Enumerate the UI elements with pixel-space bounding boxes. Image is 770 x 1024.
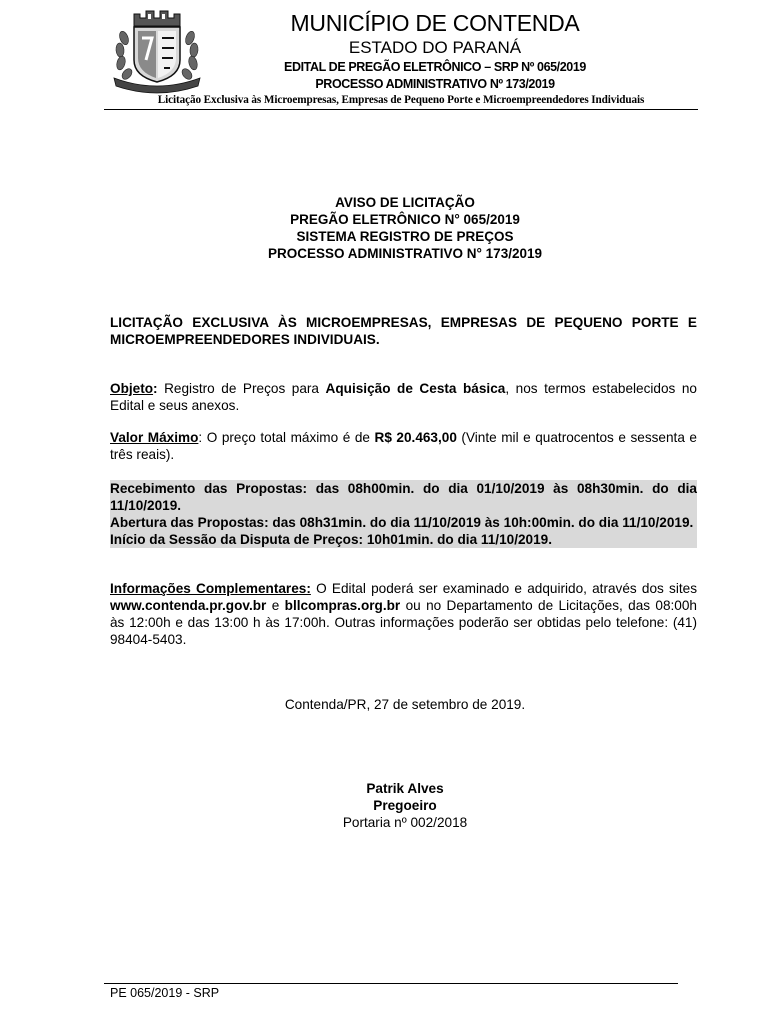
state-title: ESTADO DO PARANÁ xyxy=(348,38,522,57)
footer-reference: PE 065/2019 - SRP xyxy=(110,986,220,1000)
municipal-coat-of-arms-icon xyxy=(104,8,208,94)
objeto-label: Objeto xyxy=(110,381,154,396)
valor-amount: R$ 20.463,00 xyxy=(374,430,457,445)
schedule-block xyxy=(110,480,697,548)
notice-pregao: PREGÃO ELETRÔNICO N° 065/2019 xyxy=(290,212,520,227)
edital-heading: EDITAL DE PREGÃO ELETRÔNICO – SRP Nº 065/2019 xyxy=(284,60,586,74)
valor-text-a: : O preço total máximo é de xyxy=(198,430,375,445)
notice-processo: PROCESSO ADMINISTRATIVO N° 173/2019 xyxy=(268,246,542,261)
info-label: Informações Complementares: xyxy=(110,581,311,596)
objeto-text-a: Registro de Preços para xyxy=(157,381,326,396)
info-text-a: O Edital poderá ser examinado e adquirido, através dos sites xyxy=(310,581,697,596)
valor-label: Valor Máximo xyxy=(110,430,199,445)
recebimento-line: Recebimento das Propostas: das 08h00min. do dia 01/10/2019 às 08h30min. do dia 11/10/2019. xyxy=(110,481,697,513)
valor-paragraph xyxy=(110,429,697,463)
date-line: Contenda/PR, 27 de setembro de 2019. xyxy=(284,697,526,712)
abertura-line: Abertura das Propostas: das 08h31min. do dia 11/10/2019 às 10h:00min. do dia 11/10/2019. xyxy=(110,515,694,530)
objeto-paragraph xyxy=(110,380,697,414)
info-paragraph xyxy=(110,580,697,648)
exclusive-notice: LICITAÇÃO EXCLUSIVA ÀS MICROEMPRESAS, EMPRESAS DE PEQUENO PORTE E MICROEMPREENDEDORES INDIVIDUAIS. xyxy=(110,315,697,347)
processo-heading: PROCESSO ADMINISTRATIVO Nº 173/2019 xyxy=(315,77,555,91)
notice-title: AVISO DE LICITAÇÃO xyxy=(335,195,475,210)
valor-text-b: (Vinte mil e quatrocentos e sessenta e três reais). xyxy=(110,430,697,462)
footer-divider xyxy=(104,983,678,984)
exclusive-subheading: Licitação Exclusiva às Microempresas, Empresas de Pequeno Porte e Microempreendedores Individuais xyxy=(157,94,645,106)
objeto-colon: : xyxy=(153,381,158,396)
objeto-highlight: Aquisição de Cesta básica xyxy=(325,381,506,396)
signatory-portaria: Portaria nº 002/2018 xyxy=(342,815,468,830)
inicio-line: Início da Sessão da Disputa de Preços: 10h01min. do dia 11/10/2019. xyxy=(110,532,552,547)
info-text-c: ou no Departamento de Licitações, das 08:00h às 12:00h e das 13:00 h às 17:00h. Outras informações poderão ser obtidas pelo telefone: (41) 98404-5403. xyxy=(110,598,697,647)
site-link-contenda[interactable]: www.contenda.pr.gov.br xyxy=(110,598,267,613)
notice-srp: SISTEMA REGISTRO DE PREÇOS xyxy=(296,229,514,244)
signatory-role: Pregoeiro xyxy=(373,798,437,813)
site-link-bll[interactable]: bllcompras.org.br xyxy=(284,598,401,613)
objeto-text-b: , nos termos estabelecidos no Edital e seus anexos. xyxy=(110,381,697,413)
header-divider xyxy=(104,109,698,110)
info-text-b: e xyxy=(266,598,285,613)
signatory-name: Patrik Alves xyxy=(366,781,444,796)
municipality-title: MUNICÍPIO DE CONTENDA xyxy=(290,10,580,36)
